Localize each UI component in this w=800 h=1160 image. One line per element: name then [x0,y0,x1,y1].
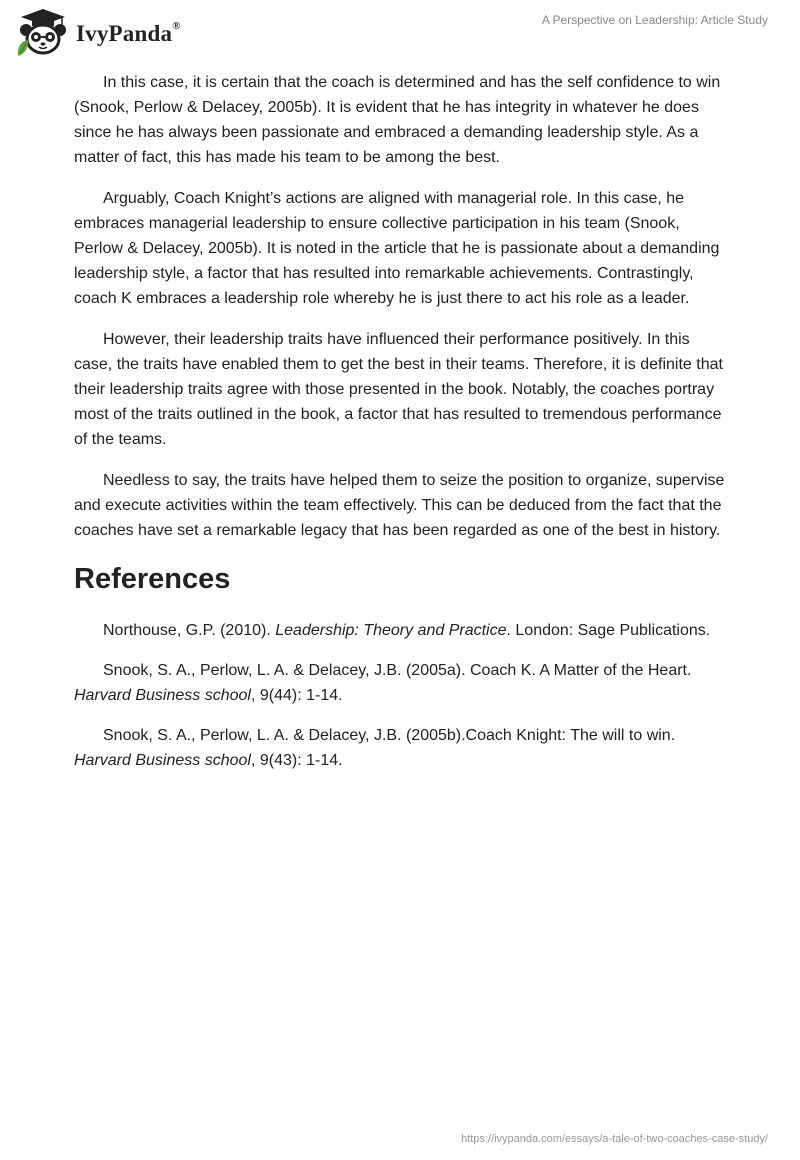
panda-graduate-icon [14,8,72,58]
references-heading: References [74,563,231,595]
body-paragraph: Needless to say, the traits have helped them to seize the position to organize, supervise and execute activities within the team effectively. This can be deduced from the fact that the coaches have set a remarkable legacy that has been regarded as one of the best in history. [74,472,725,539]
reference-item: Northouse, G.P. (2010). Leadership: Theory and Practice. London: Sage Publications. [103,622,711,639]
brand-name: IvyPanda® [76,20,181,46]
document-title: A Perspective on Leadership: Article Study [541,13,768,27]
source-url[interactable]: https://ivypanda.com/essays/a-tale-of-two-coaches-case-study/ [461,1133,768,1145]
body-paragraph: However, their leadership traits have influenced their performance positively. In this case, the traits have enabled them to get the best in their teams. Therefore, it is definite that their leadership traits agree with those presented in the book. Notably, the coaches portray most of the traits outlined in the book, a factor that has resulted to tremendous performance of the teams. [74,331,723,448]
essay-content [74,70,728,788]
reference-item: Snook, S. A., Perlow, L. A. & Delacey, J.B. (2005a). Coach K. A Matter of the Heart. Harvard Business school, 9(44): 1-14. [74,662,692,704]
body-paragraph: Arguably, Coach Knight’s actions are aligned with managerial role. In this case, he embraces managerial leadership to ensure collective participation in his team (Snook, Perlow & Delacey, 2005b). It is noted in the article that he is passionate about a demanding leadership style, a factor that has resulted into remarkable achievements. Contrastingly, coach K embraces a leadership role whereby he is just there to act his role as a leader. [74,190,720,307]
body-paragraph: In this case, it is certain that the coach is determined and has the self confidence to win (Snook, Perlow & Delacey, 2005b). It is evident that he has integrity in whatever he does since he has always been passionate and embraced a demanding leadership style. As a matter of fact, this has made his team to be among the best. [74,74,721,166]
brand-logo[interactable] [14,8,181,58]
reference-item: Snook, S. A., Perlow, L. A. & Delacey, J.B. (2005b).Coach Knight: The will to win. Harvard Business school, 9(43): 1-14. [74,727,676,769]
